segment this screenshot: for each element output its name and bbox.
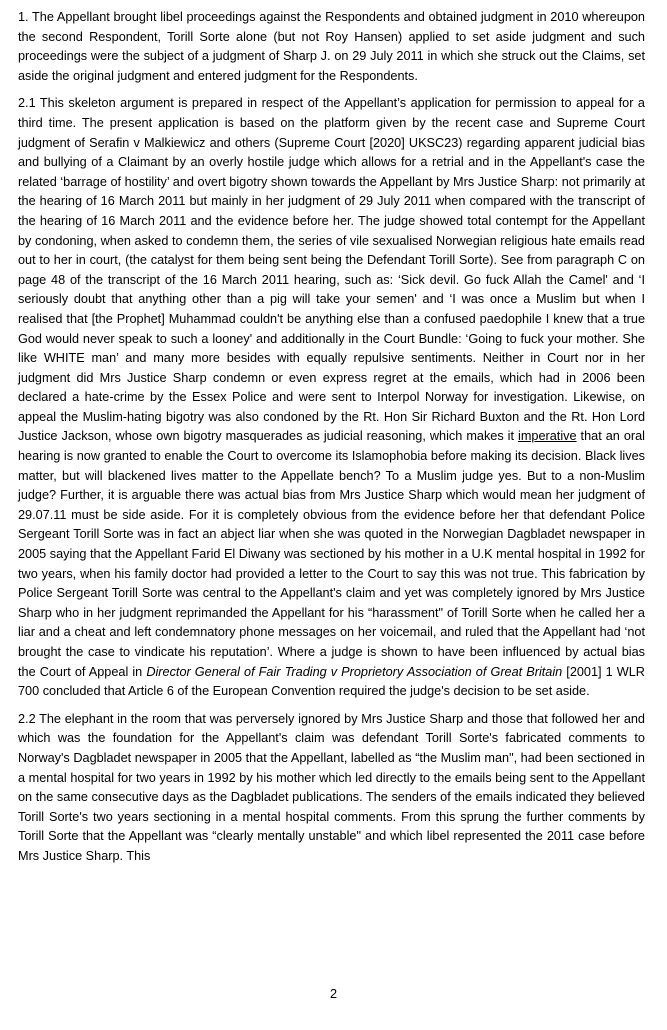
case-citation-italic: Director General of Fair Trading v Proprietory Association of Great Britain	[146, 664, 563, 679]
paragraph-2-2	[18, 707, 645, 867]
paragraph-1-text: 1. The Appellant brought libel proceedings against the Respondents and obtained judgment in 2010 whereupon the second Respondent, Torill Sorte alone (but not Roy Hansen) applied to set aside judgment and such proceedings were the subject of a judgment of Sharp J. on 29 July 2011 in which she struck out the Claims, set aside the original judgment and entered judgment for the Respondents.	[18, 10, 645, 83]
underlined-word-imperative: imperative	[518, 429, 577, 444]
paragraph-2-1	[18, 91, 645, 701]
paragraph-1	[18, 5, 645, 86]
document-body	[18, 5, 645, 872]
paragraph-2-2-text: 2.2 The elephant in the room that was perversely ignored by Mrs Justice Sharp and those that followed her and which was the foundation for the Appellant's claim was defendant Torill Sorte's fabricated comments to Norway's Dagbladet newspaper in 2005 that the Appellant, labelled as “the Muslim man", had been sectioned in a mental hospital for two years in 1992 by his mother which led directly to the emails being sent to the Appellant on the same consecutive days as the Dagbladet publications. The senders of the emails indicated they believed Torill Sorte's two years sectioning in a mental hospital comments. From this sprung the further comments by Torill Sorte that the Appellant was “clearly mentally unstable" and which libel represented the 2011 case before Mrs Justice Sharp. This	[18, 711, 645, 863]
paragraph-2-1-text-a: 2.1 This skeleton argument is prepared in respect of the Appellant’s application for permission to appeal for a third time. The present application is based on the platform given by the recent case and Supreme Court judgment of Serafin v Malkiewicz and others (Supreme Court [2020] UKSC23) regarding apparent judicial bias and bullying of a Claimant by an overly hostile judge which allows for a retrial and in the Appellant's case the related ‘barrage of hostility’ and overt bigotry shown towards the Appellant by Mrs Justice Sharp: not primarily at the hearing of 16 March 2011 but mainly in her judgment of 29 July 2011 when compared with the transcript of the hearing of 16 March 2011 and the evidence before her. The judge showed total contempt for the Appellant by condoning, when asked to condemn them, the series of vile sexualised Norwegian religious hate emails read out to her in court, (the catalyst for them being sent being the Defendant Torill Sorte). See from paragraph C on page 48 of the transcript of the 16 March 2011 hearing, such as: ‘Sick devil. Go fuck Allah the Camel' and ‘I seriously doubt that anything other than a pig will take your semen' and ‘I was once a Muslim but when I realised that [the Prophet] Muhammad couldn't be anything else than a confused paedophile I knew that a true God would never speak to such a looney' and additionally in the Court Bundle: ‘Going to fuck your mother. She like WHITE man’ and many more besides with equally repulsive sentiments. Neither in Court nor in her judgment did Mrs Justice Sharp condemn or even express regret at the emails, which had in 2006 been declared a hate-crime by the Essex Police and were sent to Interpol Norway for investigation. Likewise, on appeal the Muslim-hating bigotry was also condoned by the Rt. Hon Sir Richard Buxton and the Rt. Hon Lord Justice Jackson, whose own bigotry masquerades as judicial reasoning, which makes it	[18, 96, 645, 444]
page-number: 2	[329, 987, 338, 1001]
paragraph-2-1-text-b: that an oral hearing is now granted to enable the Court to overcome its Islamophobia before making its decision. Black lives matter, but will blackened lives matter to the Appellate bench? To a Muslim judge yes. But to a non-Muslim judge? Further, it is arguable there was actual bias from Mrs Justice Sharp which would mean her judgment of 29.07.11 must be side aside. For it is completely obvious from the evidence before her that defendant Police Sergeant Torill Sorte was in fact an abject liar when she was quoted in the Norwegian Dagbladet newspaper in 2005 saying that the Appellant Farid El Diwany was sectioned by his mother in a U.K mental hospital in 1992 for two years, when his family doctor had provided a letter to the Court to say this was not true. This fabrication by Police Sergeant Torill Sorte was central to the Appellant's claim and yet was completely ignored by Mrs Justice Sharp who in her judgment reprimanded the Appellant for his “harassment" of Torill Sorte when he called her a liar and a cheat and left condemnatory phone messages on her voicemail, and ruled that the Appellant had ‘not brought the case to vindicate his reputation’. Where a judge is shown to have been influenced by actual bias the Court of Appeal in	[18, 429, 645, 679]
paragraph-2-1-text-c: [2001] 1 WLR 700 concluded that Article 6 of the European Convention required the judge's decision to be set aside.	[18, 664, 645, 699]
